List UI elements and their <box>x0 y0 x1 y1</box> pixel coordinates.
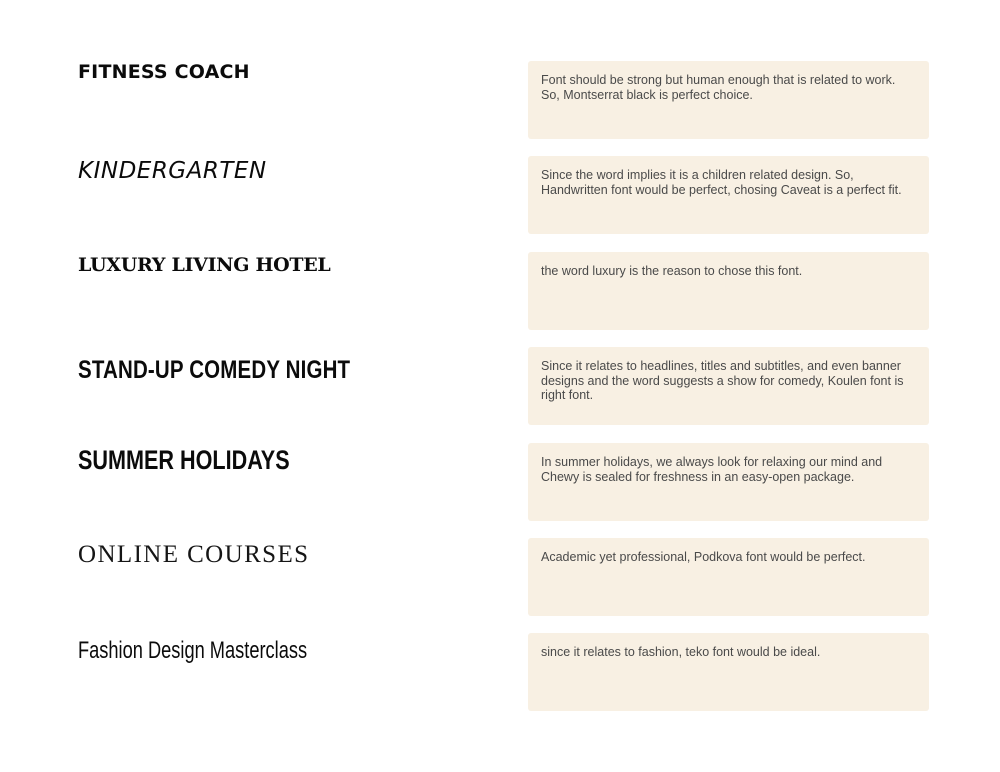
note-online-courses: Academic yet professional, Podkova font would be perfect. <box>528 538 929 616</box>
title-fitness-coach: FITNESS COACH <box>78 61 250 83</box>
note-fashion-design-masterclass: since it relates to fashion, teko font would be ideal. <box>528 633 929 711</box>
title-fashion-design-masterclass: Fashion Design Masterclass <box>78 637 308 664</box>
note-luxury-living-hotel: the word luxury is the reason to chose this font. <box>528 252 929 330</box>
title-luxury-living-hotel: LUXURY LIVING HOTEL <box>78 254 331 276</box>
title-kindergarten: KINDERGARTEN <box>78 158 267 184</box>
note-summer-holidays: In summer holidays, we always look for relaxing our mind and Chewy is sealed for freshness in an easy-open package. <box>528 443 929 521</box>
title-summer-holidays: SUMMER HOLIDAYS <box>78 445 290 475</box>
title-stand-up-comedy-night: STAND-UP COMEDY NIGHT <box>78 356 351 384</box>
title-online-courses: ONLINE COURSES <box>78 541 310 568</box>
note-kindergarten: Since the word implies it is a children related design. So, Handwritten font would be perfect, chosing Caveat is a perfect fit. <box>528 156 929 234</box>
note-stand-up-comedy-night: Since it relates to headlines, titles and subtitles, and even banner designs and the word suggests a show for comedy, Koulen font is right font. <box>528 347 929 425</box>
note-fitness-coach: Font should be strong but human enough that is related to work. So, Montserrat black is perfect choice. <box>528 61 929 139</box>
